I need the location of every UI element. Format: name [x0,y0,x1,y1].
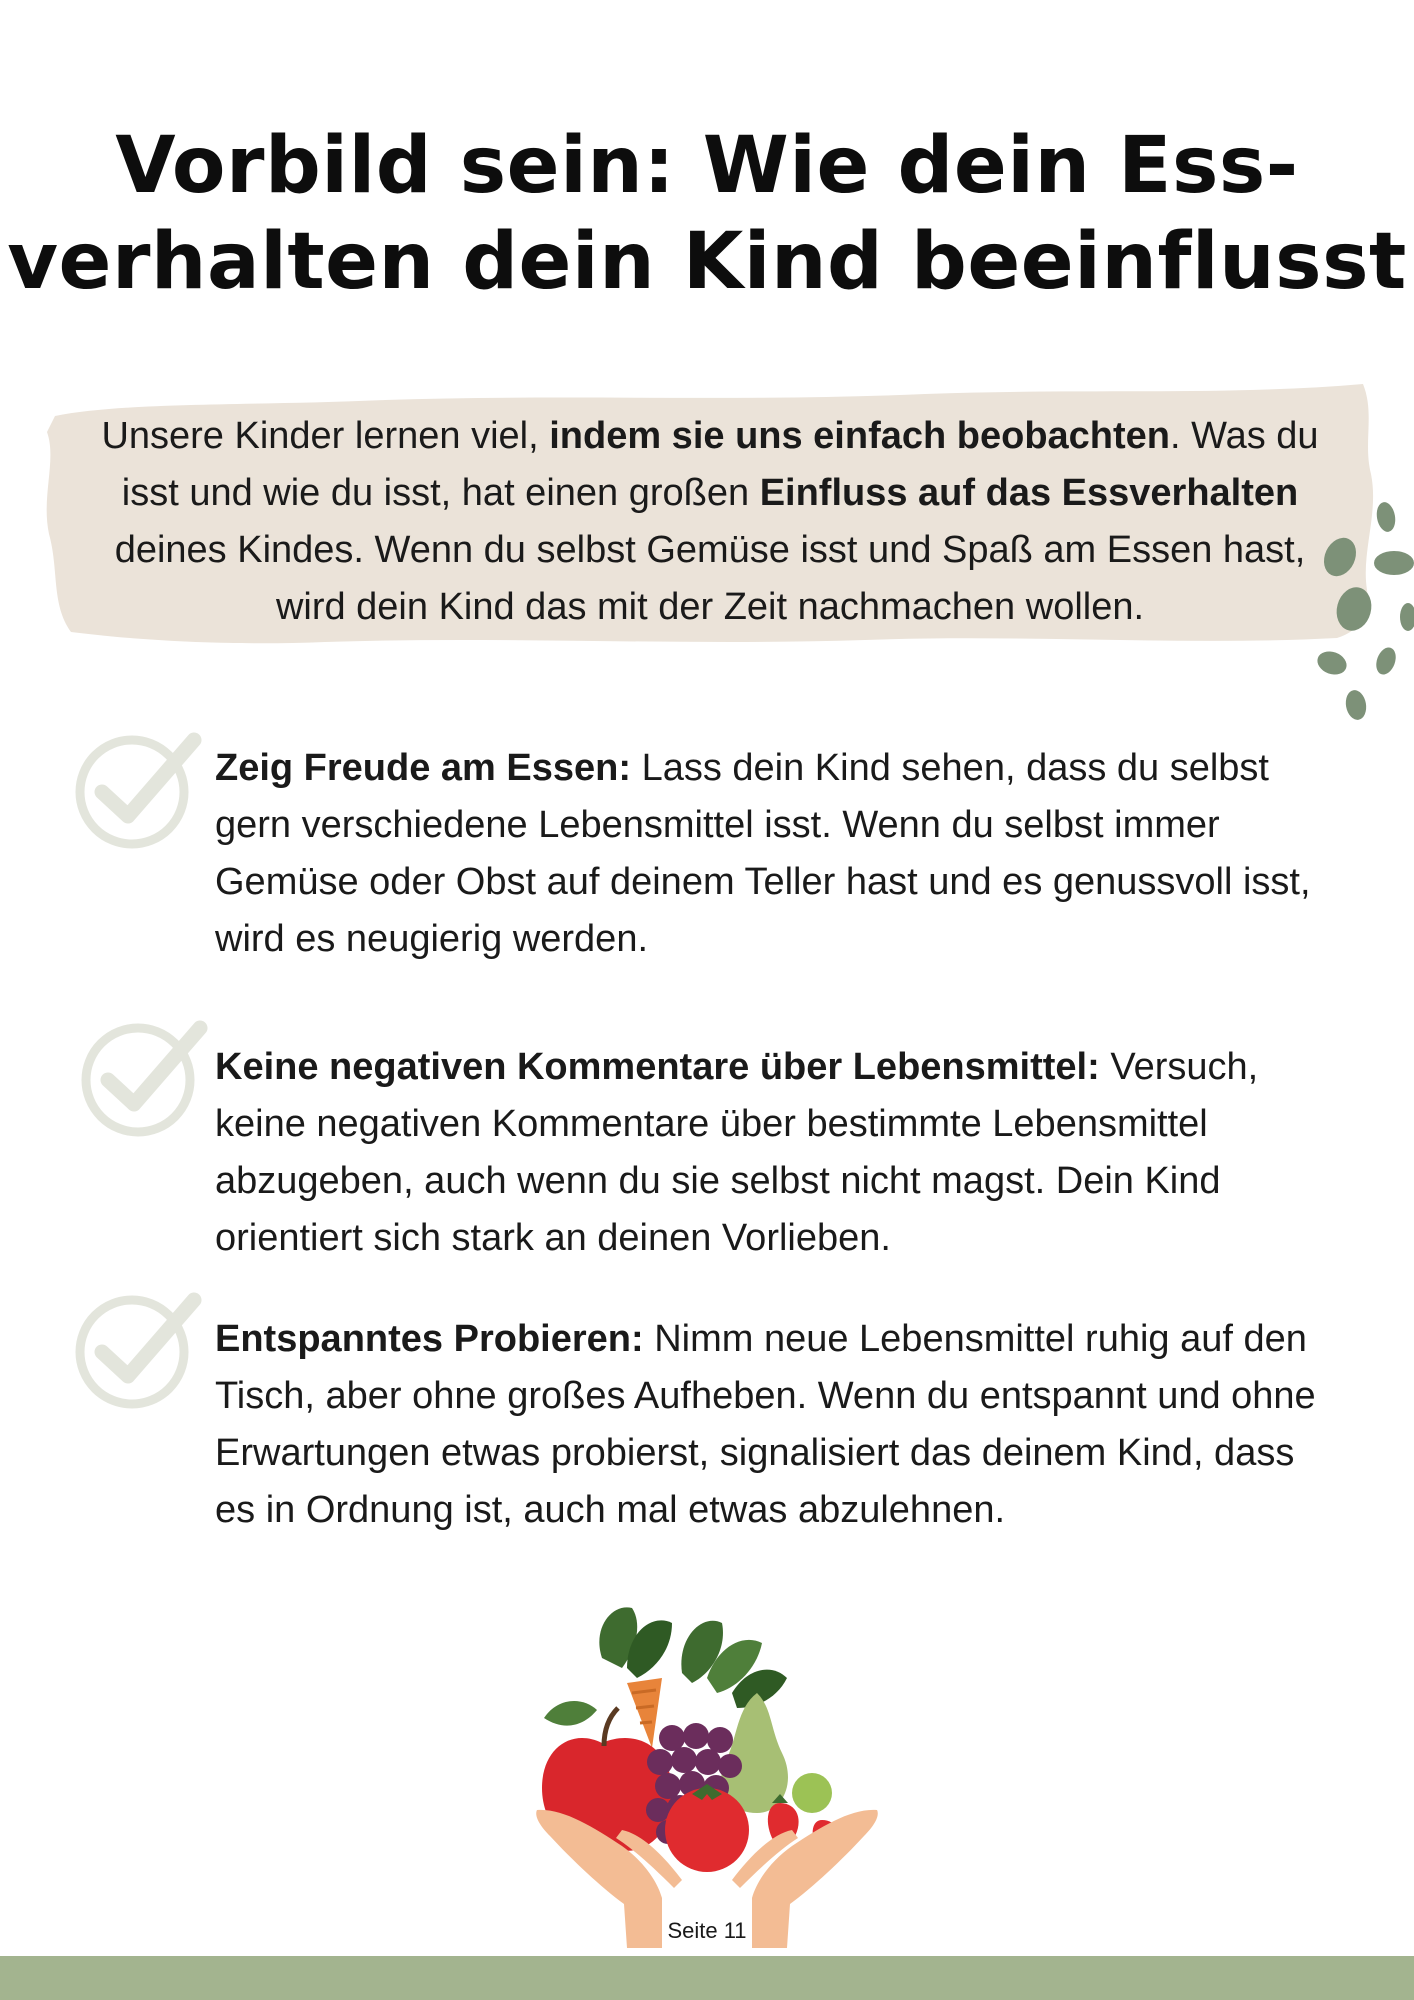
tip-1-text: Lass dein Kind sehen, dass du selbst gern verschiedene Lebensmittel isst. Wenn du selbst immer Gemüse oder Obst auf deinem Teller hast und es genussvoll isst, wird es neugierig werden. [215,747,1311,960]
title-line-1: Vorbild sein: Wie dein Ess- [115,121,1299,211]
page-number: Seite 11 [667,1918,747,1943]
hands-holding-fruits-vegetables-illustration [532,1598,882,1948]
leaf-dots-decoration [1310,495,1414,725]
checkmark-circle-icon [72,730,202,850]
checkmark-circle-icon [72,1290,202,1410]
intro-text-1: Unsere Kinder lernen viel, [101,415,550,457]
page-title [0,118,1414,310]
footer-bar [0,1956,1414,2000]
tip-2-heading: Keine negativen Kommentare über Lebensmittel: [215,1046,1100,1088]
intro-bold-1: indem sie uns einfach beobachten [549,415,1171,457]
intro-box [45,384,1375,646]
tip-item-2 [215,1039,1325,1267]
intro-paragraph [85,408,1335,636]
intro-text-3: deines Kindes. Wenn du selbst Gemüse isst und Spaß am Essen hast, wird dein Kind das mit der Zeit nachmachen wollen. [114,529,1306,628]
title-line-2: verhalten dein Kind beeinflusst [7,217,1407,307]
tip-item-3 [215,1311,1325,1539]
tip-3-heading: Entspanntes Probieren: [215,1318,644,1360]
tip-1-heading: Zeig Freude am Essen: [215,747,632,789]
intro-bold-2: Einfluss auf das Essverhalten [759,472,1299,514]
intro-text-2: . Was du isst und wie du isst, hat einen großen [121,415,1319,514]
tip-2-text: Versuch, keine negativen Kommentare über bestimmte Lebensmittel abzugeben, auch wenn du sie selbst nicht magst. Dein Kind orientiert sich stark an deinen Vorlieben. [215,1046,1259,1259]
checkmark-circle-icon [78,1018,208,1138]
tip-item-1 [215,740,1325,968]
tip-3-text: Nimm neue Lebensmittel ruhig auf den Tisch, aber ohne großes Aufheben. Wenn du entspannt und ohne Erwartungen etwas probierst, signalisiert das deinem Kind, dass es in Ordnung ist, auch mal etwas abzulehnen. [215,1318,1316,1531]
